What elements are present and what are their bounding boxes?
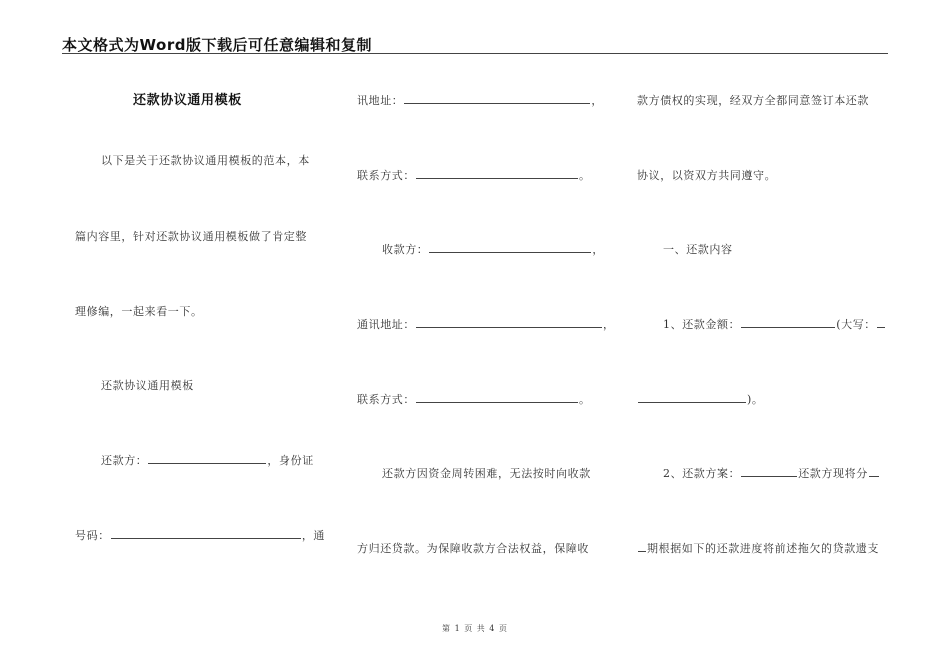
payer-address-label: 讯地址： <box>357 94 404 107</box>
payer-address-line <box>357 94 603 107</box>
body-line-3: 款方债权的实现，经双方全都同意签订本还款 <box>637 94 869 107</box>
installments-blank[interactable] <box>869 467 879 477</box>
download-banner: 本文格式为Word版下载后可任意编辑和复制 <box>62 36 372 54</box>
payer-contact-label: 联系方式： <box>357 169 415 182</box>
intro-line-1: 以下是关于还款协议通用模板的范本，本 <box>101 154 310 167</box>
installments-blank-cont[interactable] <box>638 542 646 552</box>
amount-uppercase-blank[interactable] <box>877 318 885 328</box>
payee-contact-label: 联系方式： <box>357 393 415 406</box>
plan-line-2 <box>637 542 879 555</box>
intro-line-3: 理修编，一起来看一下。 <box>75 305 203 318</box>
plan-line <box>663 467 880 480</box>
body-line-4: 协议，以资双方共同遵守。 <box>637 169 777 182</box>
document-title: 还款协议通用模板 <box>133 93 242 108</box>
payer-contact-suffix: 。 <box>579 169 591 182</box>
intro-line-2: 篇内容里，针对还款协议通用模板做了肯定整 <box>75 230 307 243</box>
payee-address-blank[interactable] <box>416 318 602 328</box>
amount-uppercase-blank-cont[interactable] <box>638 393 746 403</box>
payee-contact-suffix: 。 <box>579 393 591 406</box>
page-number: 第 1 页 共 4 页 <box>442 624 508 633</box>
payee-contact-line <box>357 393 591 406</box>
payee-blank[interactable] <box>429 243 591 253</box>
plan-mid: 还款方现将分 <box>798 467 868 480</box>
amount-close: )。 <box>747 393 764 406</box>
amount-blank[interactable] <box>741 318 835 328</box>
payer-suffix: ，身份证 <box>267 454 314 467</box>
id-blank[interactable] <box>111 529 301 539</box>
payee-suffix: ， <box>592 243 605 256</box>
payer-contact-line <box>357 169 591 182</box>
payee-line <box>382 243 604 256</box>
payee-address-label: 通讯地址： <box>357 318 415 331</box>
id-line <box>75 529 325 542</box>
payee-contact-blank[interactable] <box>416 393 578 403</box>
payer-label: 还款方： <box>101 454 148 467</box>
amount-line <box>663 318 886 331</box>
plan-label: 2、还款方案： <box>663 467 741 480</box>
payer-address-suffix: ， <box>591 94 604 107</box>
plan-blank[interactable] <box>741 467 797 477</box>
payer-address-blank[interactable] <box>404 94 590 104</box>
id-label: 号码： <box>75 529 110 542</box>
payer-line <box>101 454 314 467</box>
subtitle: 还款协议通用模板 <box>101 379 194 392</box>
amount-label: 1、还款金额： <box>663 318 741 331</box>
id-suffix: ，通 <box>301 529 326 542</box>
payer-contact-blank[interactable] <box>416 169 578 179</box>
column-2 <box>357 0 615 672</box>
amount-suffix: (大写： <box>836 318 876 331</box>
body-line-2: 方归还贷款。为保障收款方合法权益，保障收 <box>357 542 589 555</box>
amount-close-line <box>637 393 764 406</box>
column-1 <box>75 0 325 672</box>
payee-label: 收款方： <box>382 243 429 256</box>
section-heading-repayment: 一、还款内容 <box>663 243 733 256</box>
payee-address-suffix: ， <box>603 318 615 331</box>
plan-line-2-text: 期根据如下的还款进度将前述拖欠的贷款遗支 <box>647 542 879 555</box>
body-line-1: 还款方因资金周转困难，无法按时向收款 <box>382 467 591 480</box>
payee-address-line <box>357 318 615 331</box>
column-3 <box>637 0 892 672</box>
payer-blank[interactable] <box>148 454 266 464</box>
